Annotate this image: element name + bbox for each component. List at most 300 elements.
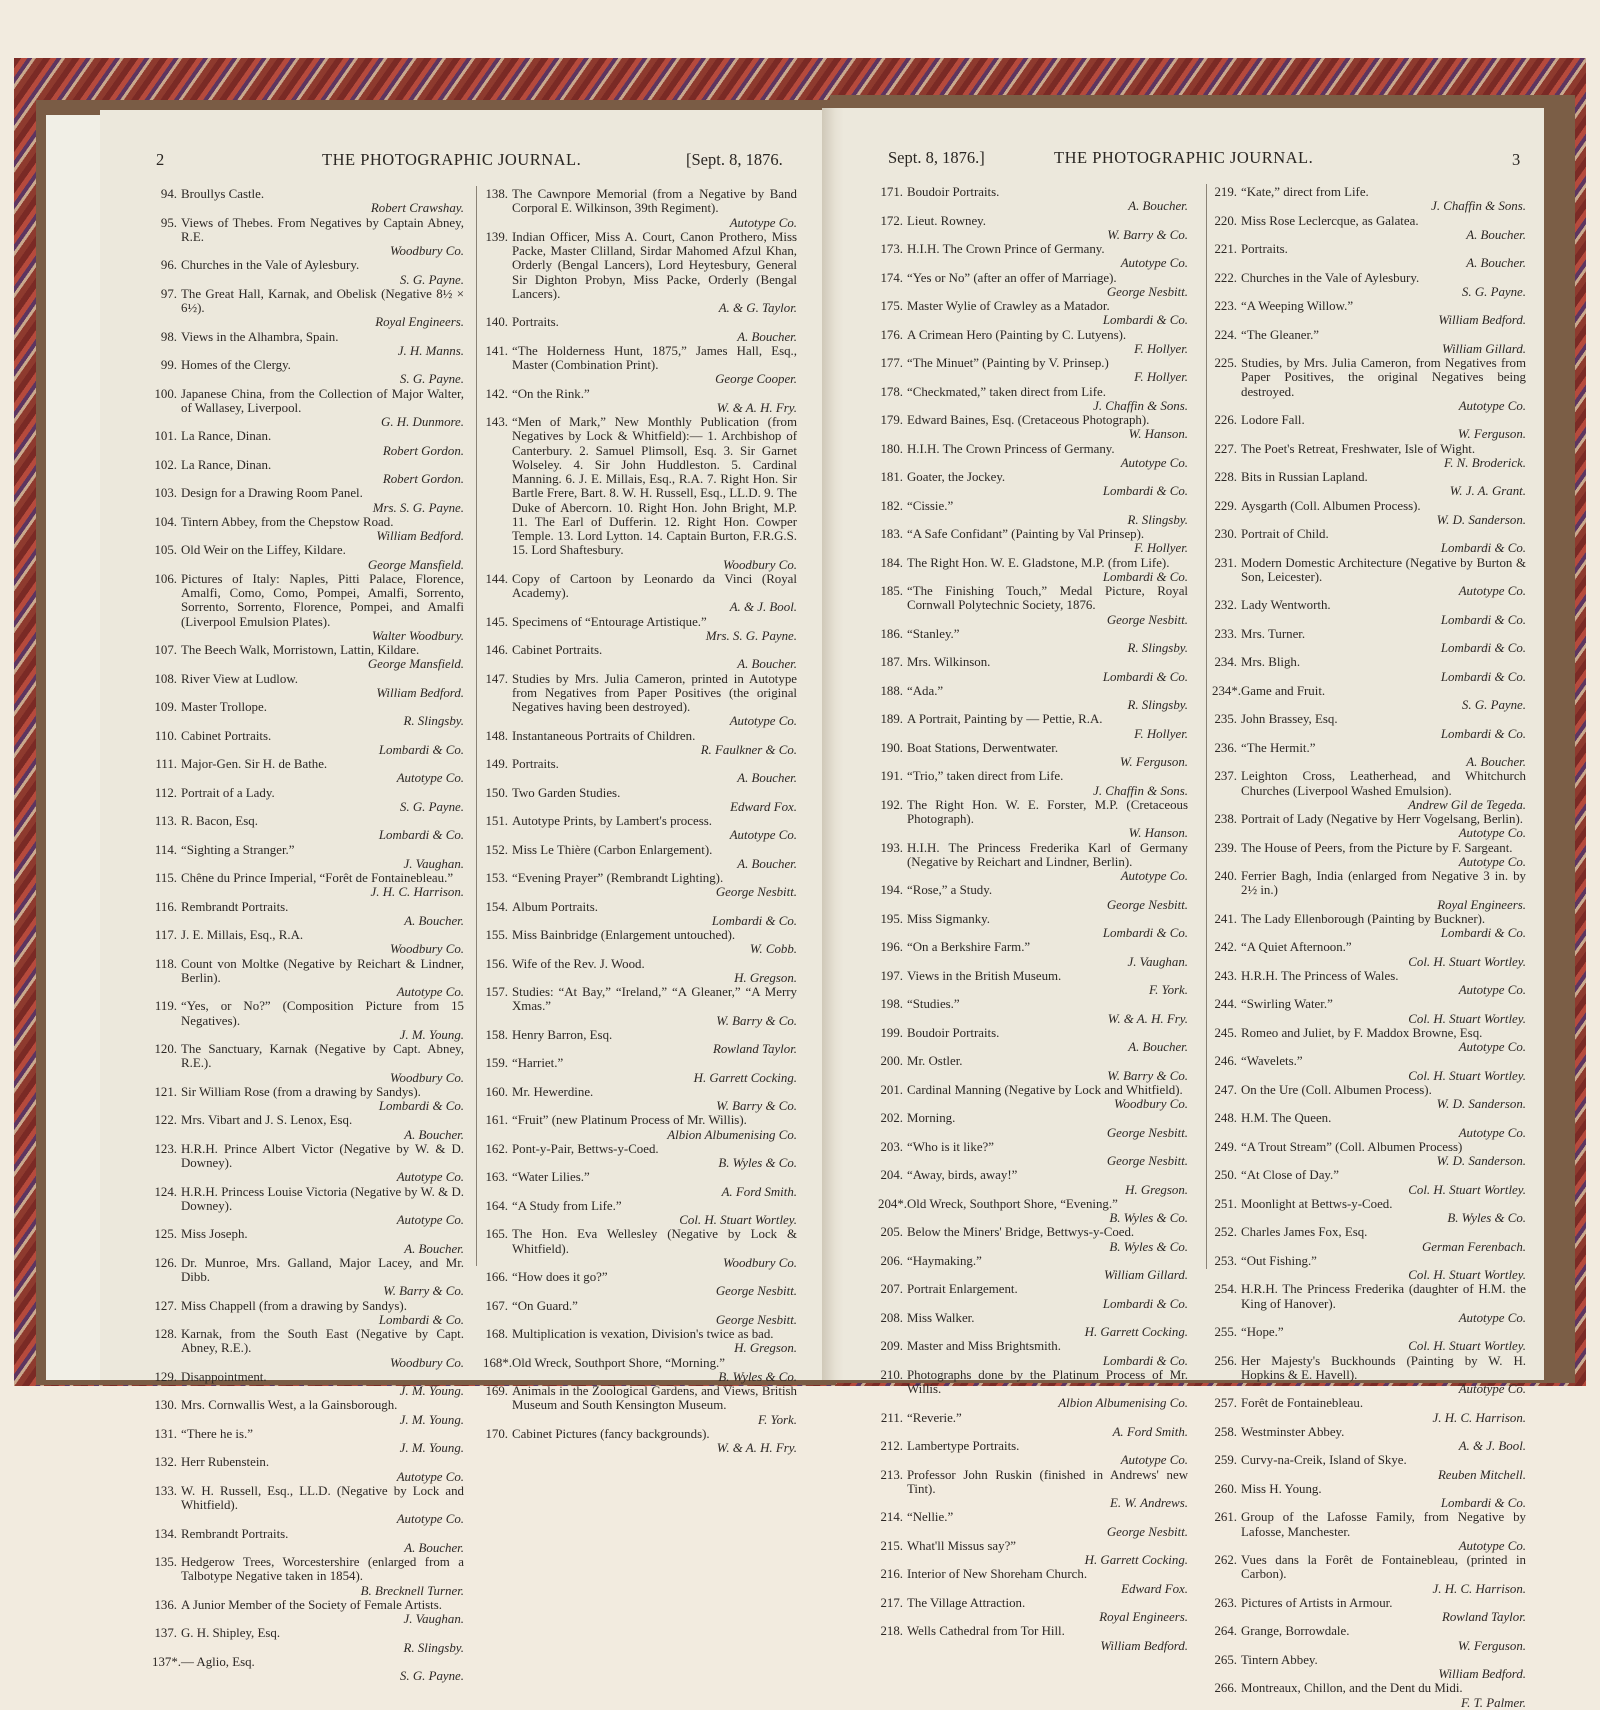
- entry-number: 265.: [1214, 1652, 1237, 1667]
- entry-contributor: William Bedford.: [376, 529, 464, 543]
- catalogue-entry: [878, 912, 1188, 941]
- entry-title: Old Wreck, Southport Shore, “Evening.”: [907, 1196, 1118, 1211]
- entry-title: Views in the British Museum.: [907, 968, 1062, 983]
- entry-number: 174.: [880, 270, 903, 285]
- entry-number: 158.: [485, 1027, 508, 1042]
- catalogue-entry: [878, 1624, 1188, 1653]
- entry-number: 259.: [1214, 1453, 1237, 1468]
- entry-contributor: H. Garrett Cocking.: [693, 1070, 797, 1085]
- entry-number: 181.: [880, 470, 903, 484]
- entry-title: Portrait of Child.: [1241, 527, 1329, 541]
- entry-number: 166.: [485, 1270, 508, 1284]
- entry-contributor: W. Ferguson.: [1457, 427, 1526, 442]
- entry-contributor: Autotype Co.: [1458, 854, 1526, 869]
- entry-contributor: J. H. Manns.: [397, 343, 464, 358]
- entry-contributor: F. Hollyer.: [1134, 370, 1188, 385]
- catalogue-entry: [483, 985, 797, 1028]
- entry-number: 243.: [1214, 968, 1237, 983]
- entry-contributor: Col. H. Stuart Wortley.: [1408, 954, 1526, 969]
- entry-contributor: S. G. Payne.: [1461, 284, 1526, 299]
- entry-number: 240.: [1214, 869, 1237, 883]
- entry-contributor: Lombardi & Co.: [1440, 541, 1526, 556]
- entry-contributor: Lombardi & Co.: [1440, 669, 1526, 684]
- entry-title: Portrait of a Lady.: [181, 785, 275, 800]
- entry-contributor: Royal Engineers.: [1437, 897, 1526, 912]
- entry-title: Indian Officer, Miss A. Court, Canon Prothero, Miss Packe, Master Clilland, Sirdar Mahomed Afzul Khan, Orderly (Bengal Lancers), Lord Heytesbury, General Sir Dighton Probyn, Miss Packe, Orderly (Bengal Lancers).: [512, 229, 797, 301]
- entry-number: 95.: [160, 215, 177, 230]
- entry-number: 264.: [1214, 1624, 1237, 1639]
- catalogue-entry: [483, 786, 797, 815]
- catalogue-entry: [1212, 1083, 1526, 1112]
- entry-number: 102.: [154, 457, 177, 472]
- entry-number: 182.: [880, 498, 903, 513]
- entry-title: H.R.H. Prince Albert Victor (Negative by W. & D. Downey).: [181, 1141, 464, 1170]
- entry-number: 117.: [154, 928, 177, 942]
- entry-title: Old Wreck, Southport Shore, “Morning.”: [512, 1355, 725, 1370]
- entry-contributor: Autotype Co.: [1458, 983, 1526, 997]
- entry-contributor: Lombardi & Co.: [378, 1099, 464, 1113]
- entry-number: 235.: [1214, 712, 1237, 727]
- entry-contributor: Autotype Co.: [1120, 256, 1188, 271]
- entry-contributor: Lombardi & Co.: [378, 828, 464, 843]
- entry-title: Portraits.: [1241, 242, 1288, 256]
- catalogue-entry: [1212, 1054, 1526, 1083]
- entry-number: 229.: [1214, 498, 1237, 513]
- entry-contributor: Rowland Taylor.: [1441, 1610, 1526, 1624]
- entry-number: 173.: [880, 242, 903, 256]
- entry-number: 176.: [880, 327, 903, 342]
- flyleaf-strip: [46, 115, 101, 1380]
- catalogue-entry: [152, 814, 464, 843]
- entry-title: “Studies.”: [907, 997, 960, 1012]
- entry-number: 153.: [485, 871, 508, 885]
- catalogue-entry: [1212, 741, 1526, 770]
- entry-contributor: Lombardi & Co.: [378, 742, 464, 757]
- right-running-date: Sept. 8, 1876.]: [888, 148, 985, 167]
- entry-title: “Reverie.”: [907, 1410, 962, 1425]
- catalogue-entry: [483, 1356, 797, 1385]
- entry-contributor: H. Gregson.: [734, 970, 797, 985]
- catalogue-entry: [483, 615, 797, 644]
- entry-title: River View at Ludlow.: [181, 671, 299, 686]
- entry-contributor: J. H. C. Harrison.: [1432, 1581, 1526, 1596]
- catalogue-entry: [878, 741, 1188, 770]
- entry-title: “Cissie.”: [907, 498, 954, 513]
- entry-contributor: Woodbury Co.: [722, 557, 797, 572]
- catalogue-entry: [152, 1142, 464, 1185]
- entry-contributor: A. Boucher.: [1128, 199, 1188, 214]
- entry-number: 105.: [154, 543, 177, 558]
- catalogue-entry: [152, 843, 464, 872]
- entry-title: Rembrandt Portraits.: [181, 1526, 289, 1541]
- entry-title: Interior of New Shoreham Church.: [907, 1567, 1088, 1582]
- entry-title: Mrs. Turner.: [1241, 626, 1306, 641]
- entry-contributor: Albion Albumenising Co.: [1058, 1396, 1188, 1411]
- entry-title: Aysgarth (Coll. Albumen Process).: [1241, 498, 1421, 513]
- catalogue-entry: [152, 957, 464, 1000]
- entry-title: Miss Chappell (from a drawing by Sandys).: [181, 1298, 407, 1313]
- entry-contributor: George Nesbitt.: [1106, 897, 1188, 912]
- catalogue-entry: [152, 786, 464, 815]
- entry-title: The Cawnpore Memorial (from a Negative by Band Corporal E. Wilkinson, 39th Regiment).: [512, 187, 797, 216]
- entry-contributor: Lombardi & Co.: [1440, 926, 1526, 940]
- entry-number: 179.: [880, 413, 903, 427]
- entry-title: H.R.H. The Princess Frederika (daughter of H.M. the King of Hanover).: [1241, 1282, 1526, 1311]
- entry-title: “Yes or No” (after an offer of Marriage).: [907, 270, 1117, 285]
- entry-title: Westminster Abbey.: [1241, 1424, 1345, 1439]
- entry-contributor: W. Barry & Co.: [1107, 1068, 1188, 1083]
- entry-contributor: A. & J. Bool.: [729, 600, 797, 615]
- entry-number: 201.: [880, 1082, 903, 1097]
- entry-title: Pont-y-Pair, Bettws-y-Coed.: [512, 1141, 659, 1156]
- entry-contributor: Autotype Co.: [729, 714, 797, 729]
- entry-title: “A Quiet Afternoon.”: [1241, 940, 1352, 955]
- entry-number: 161.: [485, 1113, 508, 1128]
- catalogue-entry: [152, 330, 464, 359]
- catalogue-entry: [483, 871, 797, 900]
- catalogue-entry: [878, 1168, 1188, 1197]
- entry-number: 103.: [154, 486, 177, 501]
- entry-contributor: George Nesbitt.: [1106, 1125, 1188, 1140]
- entry-number: 214.: [880, 1510, 903, 1525]
- catalogue-entry: [483, 672, 797, 729]
- entry-title: “At Close of Day.”: [1241, 1168, 1339, 1183]
- entry-title: On the Ure (Coll. Albumen Process).: [1241, 1082, 1432, 1097]
- entry-number: 172.: [880, 213, 903, 228]
- entry-number: 138.: [485, 187, 508, 201]
- catalogue-entry: [878, 1140, 1188, 1169]
- catalogue-entry: [483, 957, 797, 986]
- catalogue-entry: [1212, 1653, 1526, 1682]
- entry-number: 260.: [1214, 1481, 1237, 1496]
- entry-title: The Right Hon. W. E. Gladstone, M.P. (from Life).: [907, 555, 1170, 570]
- entry-title: Mrs. Vibart and J. S. Lenox, Esq.: [181, 1113, 353, 1128]
- catalogue-entry: [483, 187, 797, 230]
- entry-title: “Evening Prayer” (Rembrandt Lighting).: [512, 871, 724, 885]
- entry-number: 216.: [880, 1567, 903, 1582]
- entry-number: 137*.: [152, 1654, 182, 1669]
- entry-contributor: Autotype Co.: [396, 985, 464, 999]
- entry-number: 234*.: [1212, 683, 1242, 698]
- catalogue-entry: [152, 1527, 464, 1556]
- entry-number: 136.: [154, 1597, 177, 1612]
- entry-contributor: Autotype Co.: [1458, 826, 1526, 841]
- entry-contributor: W. Hanson.: [1128, 427, 1188, 442]
- entry-number: 251.: [1214, 1196, 1237, 1211]
- entry-title: “On Guard.”: [512, 1298, 578, 1313]
- catalogue-entry: [878, 271, 1188, 300]
- entry-number: 164.: [485, 1198, 508, 1213]
- entry-contributor: J. Vaughan.: [403, 856, 464, 871]
- catalogue-entry: [878, 1225, 1188, 1254]
- entry-number: 232.: [1214, 598, 1237, 613]
- entry-title: “A Safe Confidant” (Painting by Val Prinsep).: [907, 527, 1145, 541]
- entry-number: 121.: [154, 1084, 177, 1099]
- entry-number: 149.: [485, 757, 508, 771]
- entry-contributor: Woodbury Co.: [389, 942, 464, 957]
- entry-number: 143.: [485, 415, 508, 429]
- entry-number: 152.: [485, 842, 508, 857]
- catalogue-entry: [483, 1299, 797, 1328]
- entry-number: 245.: [1214, 1025, 1237, 1040]
- entry-contributor: W. & A. H. Fry.: [1107, 1011, 1188, 1026]
- catalogue-entry: [152, 216, 464, 259]
- entry-contributor: F. York.: [757, 1412, 797, 1427]
- entry-title: Hedgerow Trees, Worcestershire (enlarged from a Talbotype Negative taken in 1854).: [181, 1555, 464, 1584]
- catalogue-entry: [152, 1555, 464, 1598]
- entry-number: 220.: [1214, 213, 1237, 228]
- entry-number: 187.: [880, 655, 903, 670]
- catalogue-entry: [1212, 812, 1526, 841]
- entry-contributor: Autotype Co.: [396, 1469, 464, 1484]
- entry-contributor: E. W. Andrews.: [1110, 1496, 1188, 1510]
- entry-title: Views of Thebes. From Negatives by Captain Abney, R.E.: [181, 215, 464, 244]
- entry-title: Boat Stations, Derwentwater.: [907, 740, 1059, 755]
- catalogue-entry: [878, 769, 1188, 798]
- entry-number: 221.: [1214, 242, 1237, 256]
- catalogue-entry: [1212, 1596, 1526, 1625]
- catalogue-entry: [878, 356, 1188, 385]
- entry-title: Japanese China, from the Collection of Major Walter, of Wallasey, Liverpool.: [181, 386, 464, 415]
- catalogue-entry: [483, 572, 797, 615]
- catalogue-entry: [878, 940, 1188, 969]
- entry-contributor: W. Barry & Co.: [1107, 227, 1188, 242]
- entry-title: Miss Le Thière (Carbon Enlargement).: [512, 842, 713, 857]
- entry-number: 128.: [154, 1327, 177, 1341]
- entry-title: Portrait Enlargement.: [907, 1282, 1018, 1297]
- entry-title: H.M. The Queen.: [1241, 1111, 1332, 1126]
- entry-contributor: Autotype Co.: [1120, 455, 1188, 470]
- entry-title: The House of Peers, from the Picture by F. Sargeant.: [1241, 840, 1513, 855]
- catalogue-entry: [878, 969, 1188, 998]
- entry-contributor: George Nesbitt.: [715, 1312, 797, 1327]
- entry-number: 204.: [880, 1168, 903, 1183]
- catalogue-entry: [878, 1411, 1188, 1440]
- entry-title: Specimens of “Entourage Artistique.”: [512, 614, 707, 629]
- entry-contributor: Autotype Co.: [396, 1170, 464, 1185]
- catalogue-entry: [1212, 499, 1526, 528]
- entry-number: 255.: [1214, 1325, 1237, 1339]
- entry-title: La Rance, Dinan.: [181, 429, 272, 444]
- entry-contributor: George Mansfield.: [367, 657, 464, 672]
- entry-contributor: Autotype Co.: [729, 215, 797, 230]
- entry-number: 115.: [154, 871, 177, 885]
- entry-contributor: A. Ford Smith.: [721, 1184, 797, 1199]
- entry-title: Montreaux, Chillon, and the Dent du Midi.: [1241, 1681, 1463, 1696]
- gutter-fold: [822, 108, 844, 1380]
- catalogue-entry: [1212, 299, 1526, 328]
- catalogue-entry: [878, 1197, 1188, 1226]
- entry-contributor: J. M. Young.: [399, 1441, 464, 1455]
- catalogue-entry: [152, 458, 464, 487]
- entry-number: 206.: [880, 1253, 903, 1268]
- entry-title: Curvy-na-Creik, Island of Skye.: [1241, 1453, 1407, 1468]
- catalogue-entry: [1212, 1282, 1526, 1325]
- entry-number: 198.: [880, 997, 903, 1012]
- catalogue-entry: [878, 1254, 1188, 1283]
- entry-number: 194.: [880, 883, 903, 898]
- entry-contributor: William Bedford.: [1100, 1638, 1188, 1653]
- entry-contributor: George Nesbitt.: [1106, 1524, 1188, 1539]
- entry-title: “Water Lilies.”: [512, 1170, 590, 1185]
- catalogue-entry: [152, 572, 464, 643]
- entry-number: 200.: [880, 1054, 903, 1069]
- catalogue-entry: [1212, 940, 1526, 969]
- entry-contributor: S. G. Payne.: [399, 1669, 464, 1683]
- entry-number: 234.: [1214, 655, 1237, 670]
- entry-contributor: George Nesbitt.: [715, 1284, 797, 1299]
- entry-contributor: Col. H. Stuart Wortley.: [1408, 1268, 1526, 1282]
- entry-contributor: Autotype Co.: [1458, 398, 1526, 413]
- entry-title: Chêne du Prince Imperial, “Forêt de Fontainebleau.”: [181, 871, 454, 885]
- catalogue-entry: [152, 429, 464, 458]
- entry-title: Cabinet Pictures (fancy backgrounds).: [512, 1426, 710, 1441]
- catalogue-entry: [152, 515, 464, 544]
- catalogue-entry: [483, 1113, 797, 1142]
- catalogue-entry: [1212, 556, 1526, 599]
- catalogue-entry: [878, 1054, 1188, 1083]
- entry-title: “Nellie.”: [907, 1510, 954, 1525]
- entry-number: 241.: [1214, 911, 1237, 926]
- entry-number: 135.: [154, 1555, 177, 1569]
- catalogue-entry: [878, 556, 1188, 585]
- entry-number: 101.: [154, 429, 177, 444]
- entry-title: Copy of Cartoon by Leonardo da Vinci (Royal Academy).: [512, 571, 797, 600]
- entry-title: “Sighting a Stranger.”: [181, 842, 295, 857]
- entry-contributor: Woodbury Co.: [389, 1355, 464, 1370]
- catalogue-entry: [878, 1468, 1188, 1511]
- catalogue-entry: [152, 1085, 464, 1114]
- catalogue-entry: [1212, 1396, 1526, 1425]
- entry-number: 124.: [154, 1184, 177, 1199]
- catalogue-entry: [152, 1185, 464, 1228]
- entry-number: 233.: [1214, 626, 1237, 641]
- entry-contributor: Edward Fox.: [1121, 1581, 1188, 1596]
- entry-contributor: William Bedford.: [1438, 1667, 1526, 1681]
- entry-title: The Great Hall, Karnak, and Obelisk (Negative 8½ × 6½).: [181, 286, 464, 315]
- catalogue-entry: [152, 1655, 464, 1684]
- entry-contributor: J. Chaffin & Sons.: [1431, 199, 1526, 214]
- entry-title: “The Minuet” (Painting by V. Prinsep.): [907, 356, 1109, 370]
- catalogue-entry: [483, 1270, 797, 1299]
- entry-title: Views in the Alhambra, Spain.: [181, 329, 339, 344]
- entry-number: 120.: [154, 1042, 177, 1056]
- entry-number: 258.: [1214, 1424, 1237, 1439]
- entry-contributor: William Bedford.: [1438, 313, 1526, 328]
- entry-number: 254.: [1214, 1282, 1237, 1297]
- entry-title: Sir William Rose (from a drawing by Sandys).: [181, 1084, 421, 1099]
- entry-number: 197.: [880, 968, 903, 983]
- entry-contributor: F. Hollyer.: [1134, 726, 1188, 741]
- entry-number: 112.: [154, 785, 177, 800]
- entry-title: Charles James Fox, Esq.: [1241, 1225, 1368, 1240]
- catalogue-entry: [1212, 1681, 1526, 1710]
- entry-number: 263.: [1214, 1595, 1237, 1610]
- entry-title: “Swirling Water.”: [1241, 997, 1333, 1012]
- entry-title: “Rose,” a Study.: [907, 883, 993, 898]
- entry-contributor: A. Boucher.: [1128, 1040, 1188, 1054]
- catalogue-entry: [878, 584, 1188, 627]
- catalogue-entry: [152, 187, 464, 216]
- entry-title: Lady Wentworth.: [1241, 598, 1331, 613]
- entry-title: Master and Miss Brightsmith.: [907, 1339, 1061, 1354]
- entry-title: Cardinal Manning (Negative by Lock and Whitfield).: [907, 1082, 1183, 1097]
- entry-title: R. Bacon, Esq.: [181, 814, 258, 828]
- entry-title: Autotype Prints, by Lambert's process.: [512, 814, 712, 828]
- entry-contributor: W. Hanson.: [1128, 826, 1188, 841]
- entry-title: Master Trollope.: [181, 700, 267, 714]
- entry-title: Miss Bainbridge (Enlargement untouched).: [512, 928, 736, 942]
- entry-contributor: F. N. Broderick.: [1444, 455, 1526, 470]
- entry-title: H.R.H. The Princess of Wales.: [1241, 968, 1399, 983]
- entry-title: Edward Baines, Esq. (Cretaceous Photograph).: [907, 413, 1150, 427]
- catalogue-column: [878, 185, 1188, 1653]
- entry-number: 125.: [154, 1227, 177, 1242]
- entry-contributor: A. & J. Bool.: [1458, 1439, 1526, 1453]
- entry-title: Design for a Drawing Room Panel.: [181, 486, 363, 501]
- entry-contributor: William Gillard.: [1103, 1268, 1188, 1282]
- catalogue-column: [152, 187, 464, 1683]
- entry-title: — Aglio, Esq.: [181, 1654, 255, 1669]
- entry-title: “Away, birds, away!”: [907, 1168, 1018, 1183]
- entry-number: 256.: [1214, 1353, 1237, 1368]
- catalogue-entry: [878, 299, 1188, 328]
- entry-title: Grange, Borrowdale.: [1241, 1624, 1350, 1639]
- catalogue-entry: [483, 315, 797, 344]
- entry-contributor: A. Boucher.: [1466, 755, 1526, 769]
- entry-contributor: Rowland Taylor.: [712, 1042, 797, 1056]
- catalogue-entry: [878, 1282, 1188, 1311]
- entry-number: 168*.: [483, 1355, 513, 1370]
- entry-contributor: Edward Fox.: [730, 799, 797, 814]
- catalogue-entry: [152, 643, 464, 672]
- entry-title: “The Holderness Hunt, 1875,” James Hall, Esq., Master (Combination Print).: [512, 343, 797, 372]
- entry-title: “Out Fishing.”: [1241, 1253, 1317, 1268]
- entry-contributor: J. M. Young.: [399, 1027, 464, 1042]
- entry-contributor: Autotype Co.: [1120, 1453, 1188, 1468]
- entry-number: 210.: [880, 1367, 903, 1382]
- entry-title: Mr. Hewerdine.: [512, 1084, 594, 1099]
- catalogue-entry: [483, 1170, 797, 1199]
- entry-title: Cabinet Portraits.: [512, 643, 603, 657]
- entry-contributor: S. G. Payne.: [1461, 698, 1526, 712]
- catalogue-entry: [483, 230, 797, 316]
- entry-contributor: Autotype Co.: [396, 771, 464, 786]
- catalogue-column: [483, 187, 797, 1455]
- catalogue-entry: [483, 1028, 797, 1057]
- catalogue-entry: [878, 214, 1188, 243]
- entry-number: 209.: [880, 1339, 903, 1354]
- catalogue-entry: [1212, 470, 1526, 499]
- entry-contributor: W. Cobb.: [749, 942, 797, 957]
- entry-contributor: Lombardi & Co.: [378, 1312, 464, 1327]
- catalogue-entry: [878, 1311, 1188, 1340]
- catalogue-entry: [878, 1439, 1188, 1468]
- catalogue-entry: [1212, 214, 1526, 243]
- entry-contributor: Lombardi & Co.: [1440, 1496, 1526, 1510]
- catalogue-entry: [483, 415, 797, 572]
- entry-number: 147.: [485, 671, 508, 686]
- entry-number: 148.: [485, 728, 508, 743]
- catalogue-entry: [878, 1026, 1188, 1055]
- entry-title: Animals in the Zoological Gardens, and Views, British Museum and South Kensington Museum.: [512, 1384, 797, 1413]
- entry-contributor: R. Slingsby.: [403, 714, 464, 729]
- catalogue-entry: [152, 757, 464, 786]
- catalogue-entry: [1212, 1510, 1526, 1553]
- catalogue-entry: [878, 442, 1188, 471]
- entry-number: 141.: [485, 343, 508, 358]
- catalogue-entry: [878, 627, 1188, 656]
